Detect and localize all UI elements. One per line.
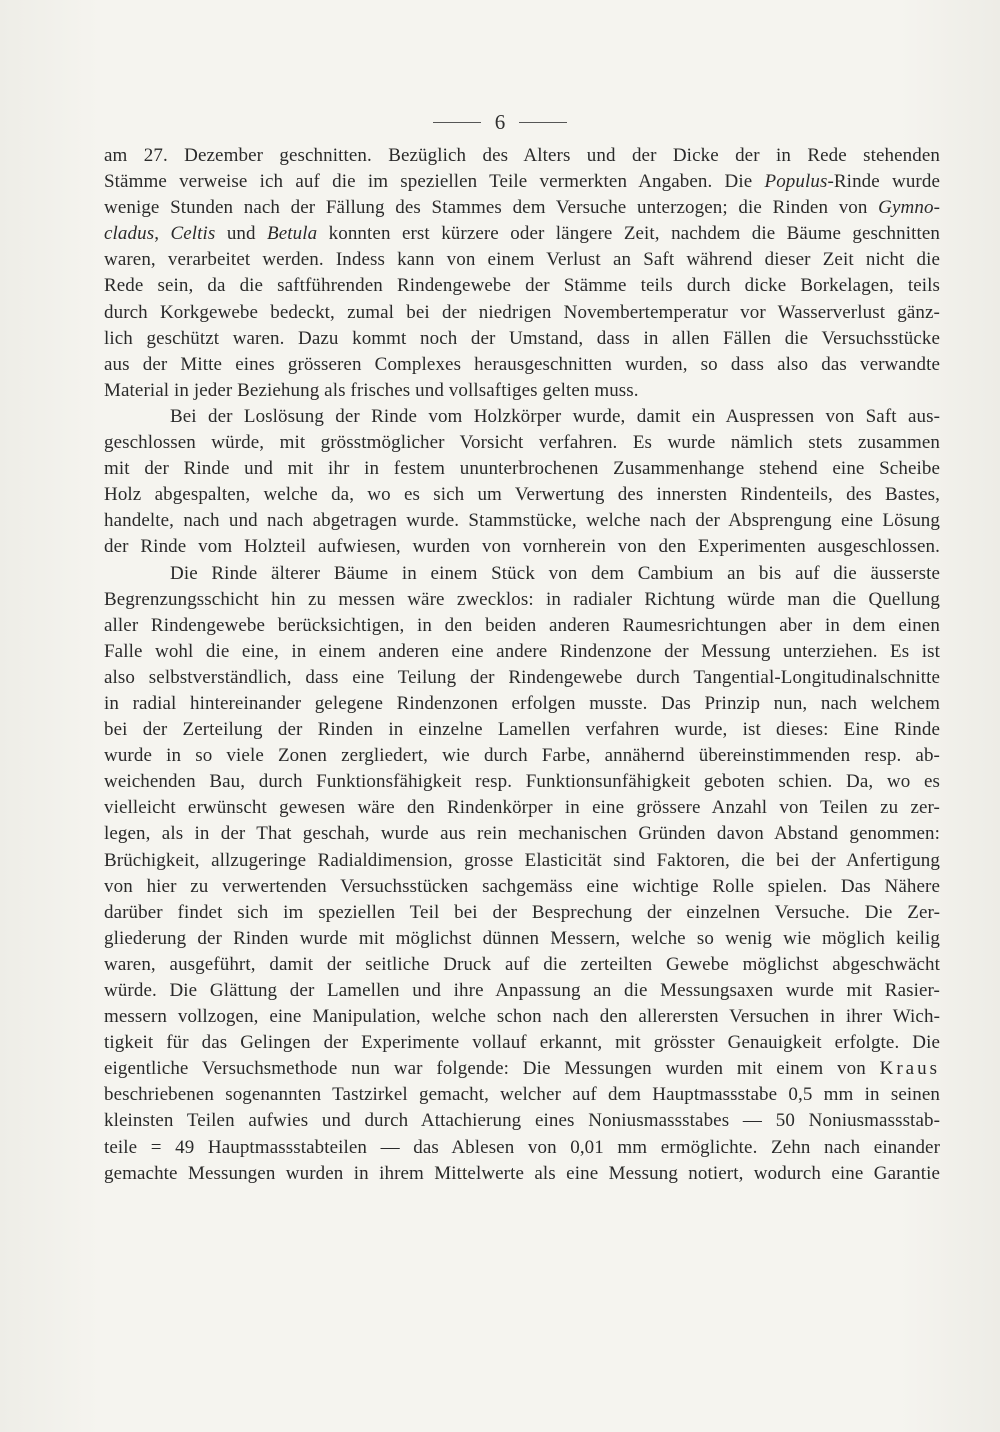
text-line: Bei der Loslösung der Rinde vom Holzkörper wurde, damit ein Auspressen von Saft aus-: [170, 405, 940, 427]
text-line: Material in jeder Beziehung als frisches und vollsaftiges gelten muss.: [104, 379, 639, 401]
text-line: beschriebenen sogenannten Tastzirkel gemacht, welcher auf dem Hauptmassstabe 0,5 mm in seinen: [104, 1084, 940, 1106]
text-line: mit der Rinde und mit ihr in festem ununterbrochenen Zusammenhange stehend eine Scheibe: [104, 458, 940, 480]
text-line: gemachte Messungen wurden in ihrem Mittelwerte als eine Messung notiert, wodurch eine Garantie: [104, 1162, 940, 1184]
text-line: also selbstverständlich, dass eine Teilung der Rindengewebe durch Tangential-Longitudinalschnitte: [104, 666, 940, 688]
text-line: am 27. Dezember geschnitten. Bezüglich des Alters und der Dicke der in Rede stehenden: [104, 145, 940, 166]
text-line: Brüchigkeit, allzugeringe Radialdimension, grosse Elasticität sind Faktoren, die bei der Anfertigung: [104, 849, 940, 871]
header-rule-left: [433, 122, 481, 123]
text-line: tigkeit für das Gelingen der Experimente vollauf erkannt, mit grösster Genauigkeit erfolgte. Die: [104, 1032, 940, 1054]
text-line: vielleicht erwünscht gewesen wäre den Rindenkörper in eine grössere Anzahl von Teilen zu zer-: [104, 797, 940, 819]
text-line: geschlossen würde, mit grösstmöglicher Vorsicht verfahren. Es wurde nämlich stets zusammen: [104, 432, 940, 454]
text-line: Falle wohl die eine, in einem anderen eine andere Rindenzone der Messung unterziehen. Es ist: [104, 640, 940, 662]
page-number: 6: [494, 110, 506, 134]
text-line: lich geschützt waren. Dazu kommt noch der Umstand, dass in allen Fällen die Versuchsstücke: [104, 327, 940, 349]
text-line: Rede sein, da die saftführenden Rindengewebe der Stämme teils durch dicke Borkelagen, teils: [104, 275, 940, 297]
text-line: cladus, Celtis und Betula konnten erst kürzere oder längere Zeit, nachdem die Bäume geschnitten: [104, 223, 940, 245]
text-line: durch Korkgewebe bedeckt, zumal bei der niedrigen Novembertemperatur vor Wasserverlust gänz-: [104, 301, 940, 323]
text-line: wenige Stunden nach der Fällung des Stammes dem Versuche unterzogen; die Rinden von Gymno-: [104, 197, 940, 219]
text-line: handelte, nach und nach abgetragen wurde. Stammstücke, welche nach der Absprengung eine Lösung: [104, 510, 940, 532]
text-line: Stämme verweise ich auf die im speziellen Teile vermerkten Angaben. Die Populus-Rinde wurde: [104, 171, 940, 193]
text-line: Holz abgespalten, welche da, wo es sich um Verwertung des innersten Rindenteils, des Bastes,: [104, 484, 940, 506]
text-line: kleinsten Teilen aufwies und durch Attachierung eines Noniusmassstabes — 50 Noniusmassstab-: [104, 1110, 940, 1132]
text-line: weichenden Bau, durch Funktionsfähigkeit resp. Funktionsunfähigkeit geboten schien. Da, wo es: [104, 771, 940, 793]
text-line: messern vollzogen, eine Manipulation, welche schon nach den allerersten Versuchen in ihrer Wich-: [104, 1006, 940, 1028]
text-line: wurde in so viele Zonen zergliedert, wie durch Farbe, annähernd übereinstimmenden resp. ab-: [104, 745, 940, 767]
body-text: [104, 143, 940, 1187]
text-line: Begrenzungsschicht hin zu messen wäre zwecklos: in radialer Richtung würde man die Quellung: [104, 588, 940, 610]
text-line: eigentliche Versuchsmethode nun war folgende: Die Messungen wurden mit einem von Kraus: [104, 1058, 940, 1080]
text-line: gliederung der Rinden wurde mit möglichst dünnen Messern, welche so wenig wie möglich keilig: [104, 927, 940, 949]
text-line: Die Rinde älterer Bäume in einem Stück von dem Cambium an bis auf die äusserste: [170, 562, 940, 584]
text-line: darüber findet sich im speziellen Teil bei der Besprechung der einzelnen Versuche. Die Zer-: [104, 901, 940, 923]
text-line: der Rinde vom Holzteil aufwiesen, wurden von vornherein von den Experimenten ausgeschlossen.: [104, 536, 940, 558]
text-line: waren, verarbeitet werden. Indess kann von einem Verlust an Saft während dieser Zeit nicht die: [104, 249, 940, 271]
page-header: [0, 110, 1000, 135]
text-line: legen, als in der That geschah, wurde aus rein mechanischen Gründen davon Abstand genommen:: [104, 823, 940, 845]
text-line: aus der Mitte eines grösseren Complexes herausgeschnitten wurden, so dass also das verwandte: [104, 353, 940, 375]
text-line: würde. Die Glättung der Lamellen und ihre Anpassung an die Messungsaxen wurde mit Rasier-: [104, 980, 940, 1001]
text-line: teile = 49 Hauptmassstabteilen — das Ablesen von 0,01 mm ermöglichte. Zehn nach einander: [104, 1136, 940, 1158]
text-line: aller Rindengewebe berücksichtigen, in den beiden anderen Raumesrichtungen aber in dem einen: [104, 614, 940, 636]
text-line: in radial hintereinander gelegene Rindenzonen erfolgen musste. Das Prinzip nun, nach welchem: [104, 692, 940, 714]
text-line: waren, ausgeführt, damit der seitliche Druck auf die zerteilten Gewebe möglichst abgeschwächt: [104, 953, 940, 975]
text-line: bei der Zerteilung der Rinden in einzelne Lamellen verfahren wurde, ist dieses: Eine Rinde: [104, 719, 940, 741]
header-rule-right: [519, 122, 567, 123]
text-line: von hier zu verwertenden Versuchsstücken sachgemäss eine wichtige Rolle spielen. Das Nähere: [104, 875, 940, 897]
